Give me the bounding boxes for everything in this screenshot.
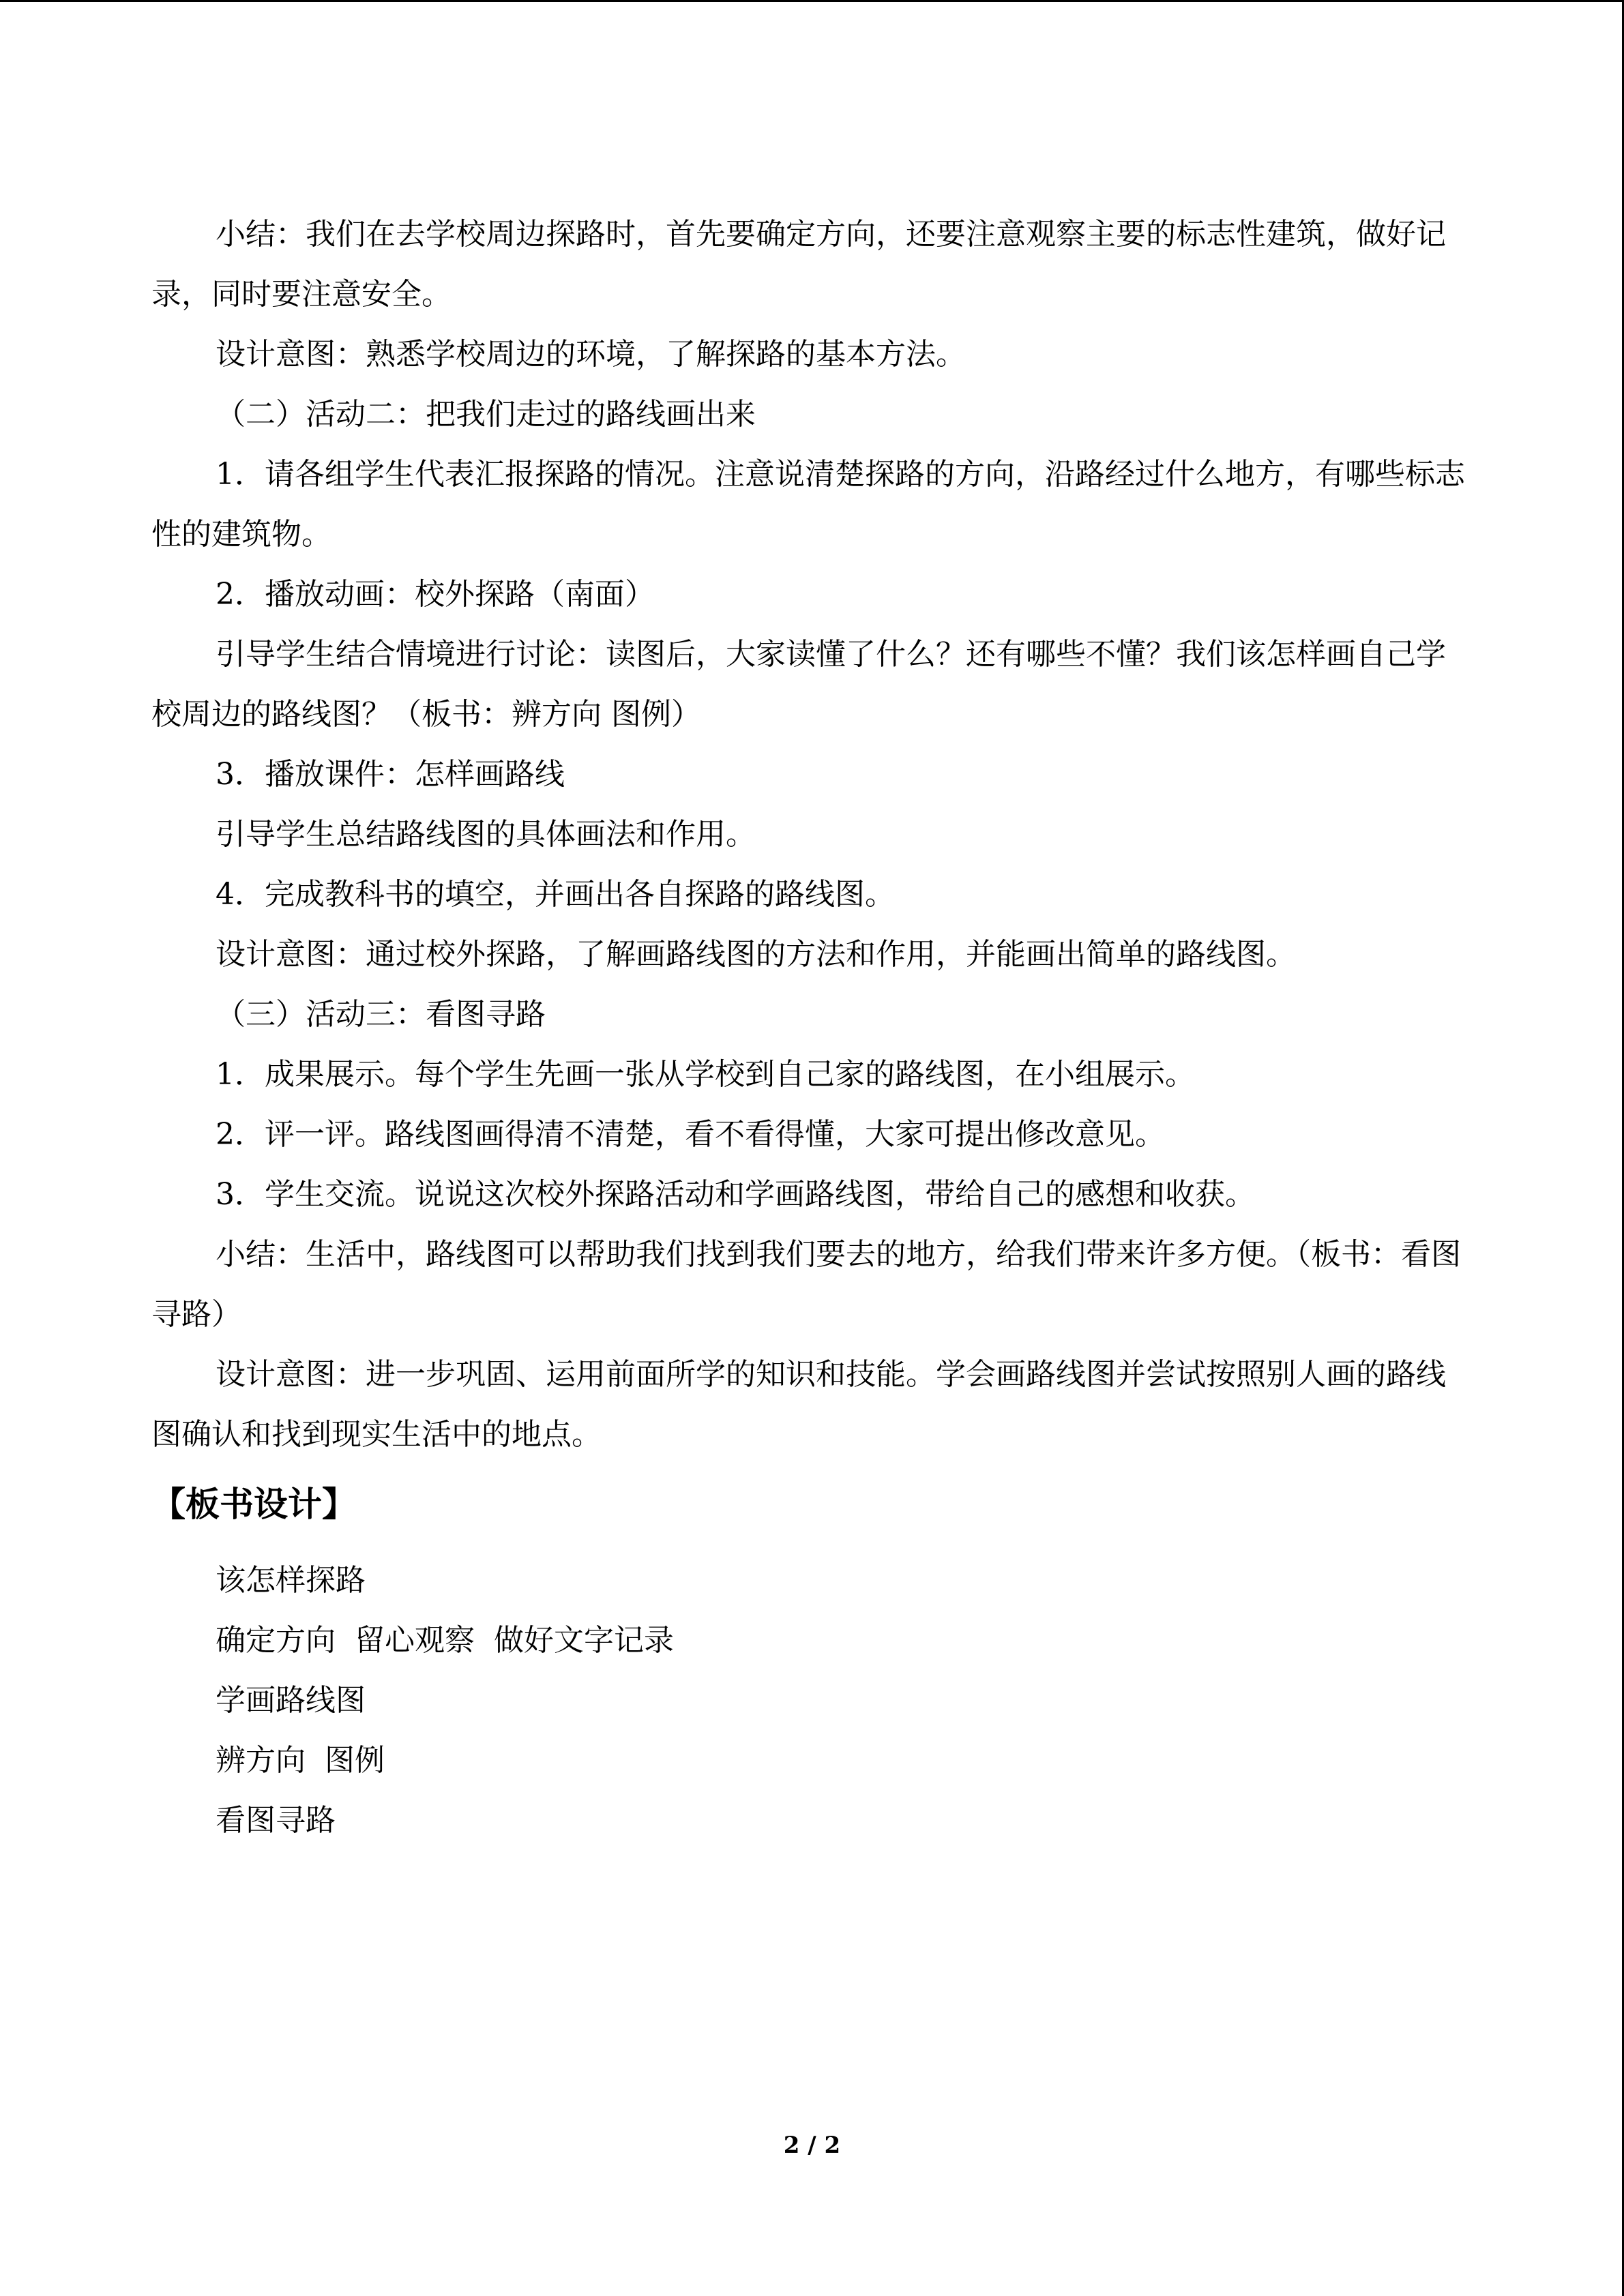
- paragraph-design-intent-1: 设计意图：熟悉学校周边的环境，了解探路的基本方法。: [216, 337, 966, 372]
- paragraph-activity-2-step-3: 3．播放课件：怎样画路线: [216, 757, 565, 792]
- board-line: 该怎样探路: [216, 1563, 366, 1598]
- paragraph-activity-2-title: （二）活动二：把我们走过的路线画出来: [216, 397, 756, 432]
- paragraph-activity-2-step-4: 4．完成教科书的填空，并画出各自探路的路线图。: [216, 877, 895, 912]
- board-line: 确定方向 留心观察 做好文字记录: [216, 1623, 674, 1658]
- paragraph-design-intent-3: 设计意图：进一步巩固、运用前面所学的知识和技能。学会画路线图并尝试按照别人画的路线图确认和找到现实生活中的地点。: [151, 1357, 1446, 1452]
- paragraph-design-intent-2: 设计意图：通过校外探路，了解画路线图的方法和作用，并能画出简单的路线图。: [216, 937, 1296, 972]
- paragraph-summary-2: 小结：生活中，路线图可以帮助我们找到我们要去的地方，给我们带来许多方便。（板书：看图寻路）: [151, 1237, 1461, 1332]
- paragraph-activity-3-title: （三）活动三：看图寻路: [216, 997, 546, 1032]
- paragraph-activity-3-step-3: 3．学生交流。说说这次校外探路活动和学画路线图，带给自己的感想和收获。: [216, 1177, 1255, 1212]
- board-line: 看图寻路: [216, 1803, 336, 1838]
- board-design-heading: 【板书设计】: [151, 1485, 356, 1524]
- paragraph-activity-2-step-2: 2．播放动画：校外探路（南面）: [216, 577, 655, 612]
- page-number: 2 / 2: [783, 2132, 841, 2159]
- board-line: 辨方向 图例: [216, 1743, 385, 1778]
- board-design-list: [151, 1551, 1475, 1851]
- paragraph-activity-2-step-1: 1．请各组学生代表汇报探路的情况。注意说清楚探路的方向，沿路经过什么地方，有哪些标志性的建筑物。: [151, 457, 1465, 552]
- paragraph-activity-3-step-1: 1．成果展示。每个学生先画一张从学校到自己家的路线图，在小组展示。: [216, 1057, 1195, 1092]
- paragraph-activity-3-step-2: 2．评一评。路线图画得清不清楚，看不看得懂，大家可提出修改意见。: [216, 1117, 1165, 1152]
- document-body: [151, 205, 1475, 1851]
- board-line: 学画路线图: [216, 1683, 366, 1718]
- paragraph-summary-1: 小结：我们在去学校周边探路时，首先要确定方向，还要注意观察主要的标志性建筑，做好记录，同时要注意安全。: [151, 217, 1446, 312]
- paragraph-summary-guide: 引导学生总结路线图的具体画法和作用。: [216, 817, 756, 852]
- paragraph-discussion-guide: 引导学生结合情境进行讨论：读图后，大家读懂了什么？还有哪些不懂？我们该怎样画自己学校周边的路线图？（板书：辨方向 图例）: [151, 637, 1446, 732]
